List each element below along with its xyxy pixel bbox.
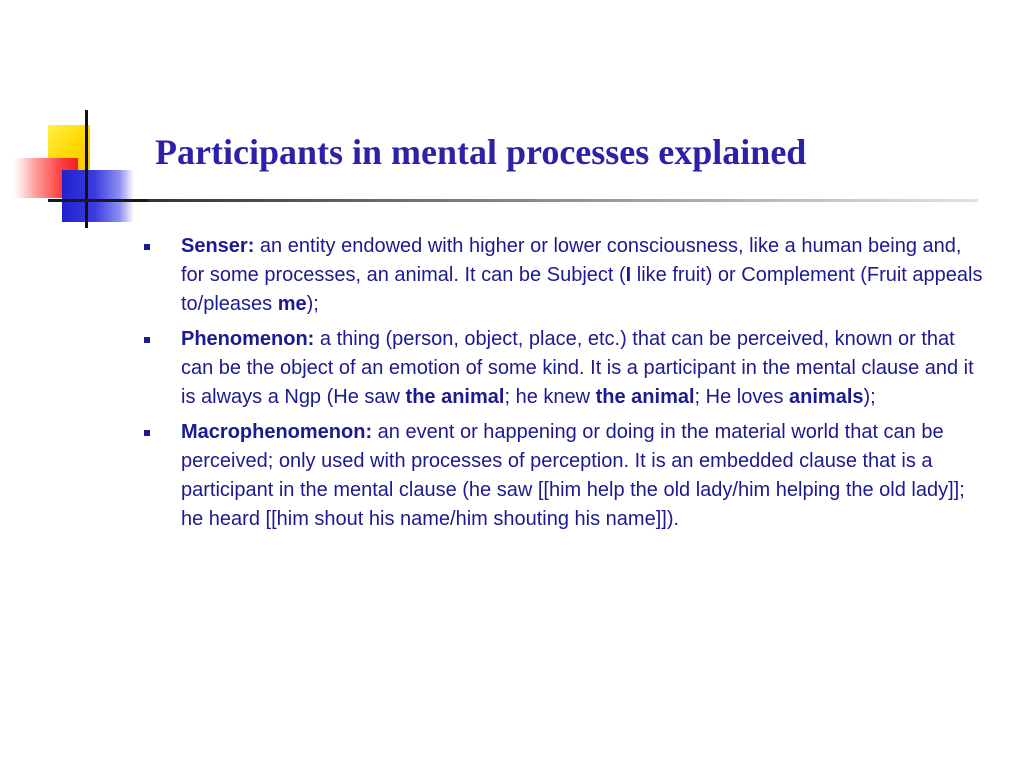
- title-rule-dark: [48, 199, 148, 202]
- senser-example-complement: me: [277, 293, 307, 315]
- term-phenomenon: Phenomenon:: [181, 328, 315, 350]
- phenomenon-example-3: animals: [789, 386, 864, 408]
- bullet-senser: [140, 232, 990, 319]
- macrophenomenon-text: an event or happening or doing in the material world that can be perceived; only used with processes of perception. It is an embedded clause that is a participant in the mental clause (he saw [[him help the old lady/him helping the old lady]]; he heard [[him shout his name/him shouting his name]]).: [181, 421, 965, 530]
- bullet-macrophenomenon: [140, 418, 990, 534]
- title-rule: [148, 199, 978, 202]
- bullet-square-icon: [144, 244, 150, 250]
- term-macrophenomenon: Macrophenomenon:: [181, 421, 373, 443]
- phenomenon-text-3: ; He loves: [694, 386, 790, 408]
- senser-text-1: an entity endowed with higher or lower consciousness, like a human being and, for some processes, an animal. It can be Subject (: [181, 235, 962, 286]
- senser-text-3: );: [306, 293, 319, 315]
- term-senser: Senser:: [181, 235, 255, 257]
- slide-title: Participants in mental processes explained: [155, 132, 807, 172]
- phenomenon-example-2: the animal: [595, 386, 695, 408]
- phenomenon-text-2: ; he knew: [504, 386, 596, 408]
- phenomenon-example-1: the animal: [405, 386, 505, 408]
- phenomenon-text-4: );: [863, 386, 876, 408]
- title-decoration: [0, 0, 160, 240]
- blue-square: [62, 170, 134, 222]
- phenomenon-text-1: a thing (person, object, place, etc.) that can be perceived, known or that can be the object of an emotion of some kind. It is a participant in the mental clause and it is always a Ngp (He saw: [181, 328, 974, 408]
- bullet-square-icon: [144, 430, 150, 436]
- bullet-square-icon: [144, 337, 150, 343]
- senser-text-2: like fruit) or Complement (Fruit appeals to/pleases: [181, 264, 983, 315]
- vertical-rule: [85, 110, 88, 228]
- bullet-list: [140, 232, 990, 540]
- senser-example-subject: I: [625, 264, 632, 286]
- bullet-phenomenon: [140, 325, 990, 412]
